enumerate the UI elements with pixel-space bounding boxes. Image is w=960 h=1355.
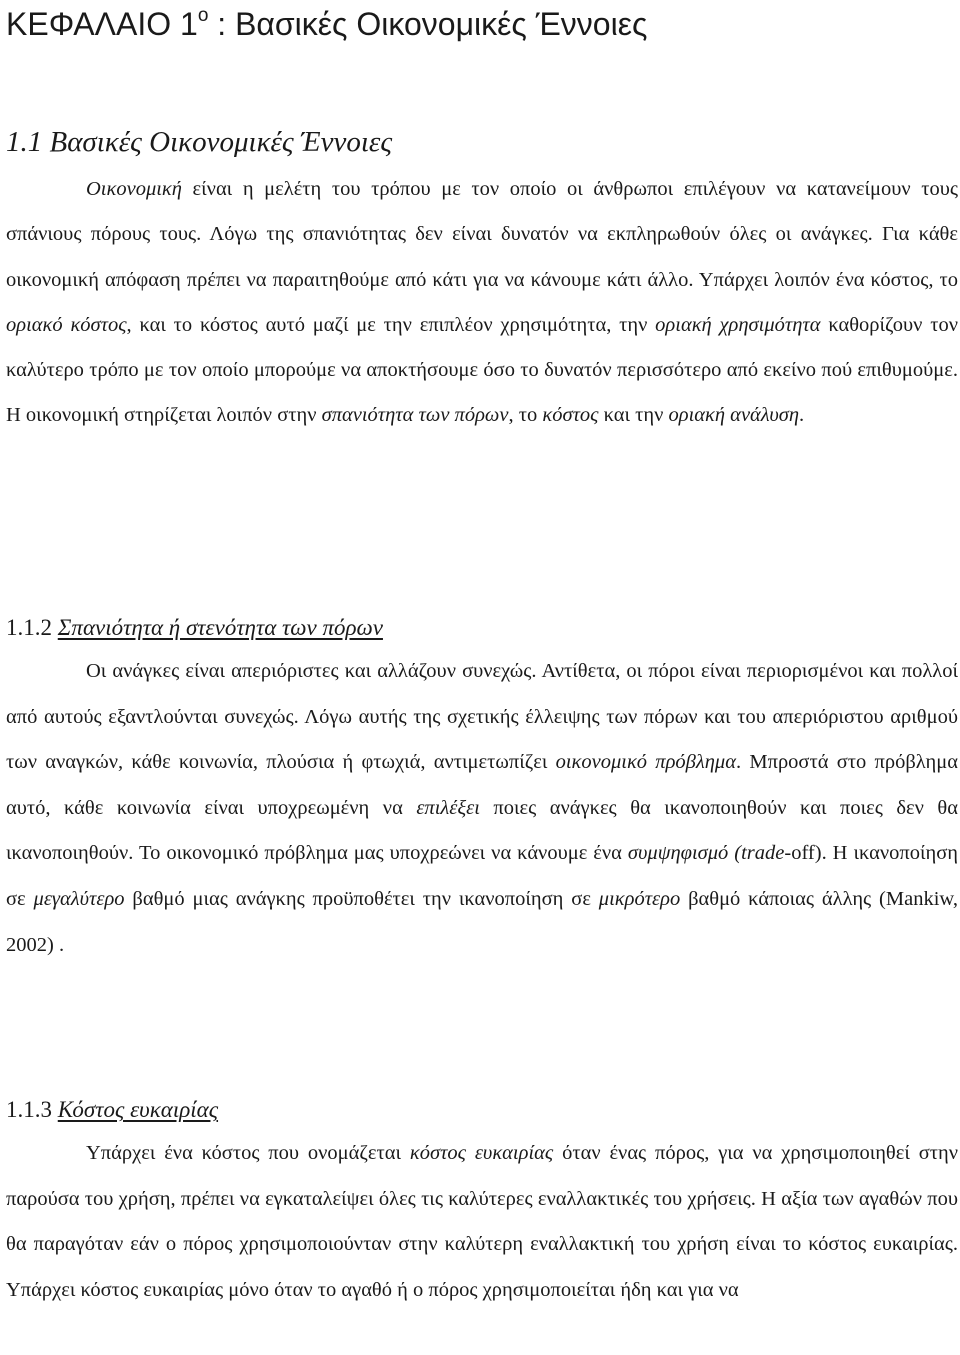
term-economic-problem: οικονομικό πρόβλημα [555, 751, 736, 774]
section-1-1-title: 1.1 Βασικές Οικονομικές Έννοιες [6, 126, 393, 158]
text-run: , και το κόστος αυτό μαζί με την επιπλέον χρησιμότητα, την [126, 313, 656, 336]
term-marginal-utility: οριακή χρησιμότητα [655, 313, 821, 336]
text-run: . Μπροστά στο πρόβλημα αυτό, κάθε κοινωνία είναι υποχρεωμένη να [6, 751, 958, 819]
text-run: και την [598, 404, 669, 427]
text-run: Υπάρχει ένα κόστος που ονομάζεται [86, 1142, 410, 1164]
term-smaller: μικρότερο [598, 887, 681, 910]
text-run: βαθμό κάποιας άλλης (Mankiw, 2002) . [6, 887, 958, 956]
term-opportunity-cost: κόστος ευκαιρίας [409, 1142, 554, 1164]
chapter-title [6, 2, 956, 46]
text-run: . [799, 404, 805, 427]
section-1-1-2-number: 1.1.2 [6, 615, 58, 640]
text-run: , το [508, 404, 543, 427]
section-1-1-2-title [6, 613, 956, 643]
term-greater: μεγαλύτερο [33, 887, 125, 910]
term-scarcity-of-resources: σπανιότητα των πόρων [321, 404, 509, 427]
term-economics: Οικονομική [86, 178, 182, 200]
term-trade-off: συμψηφισμό (trade [627, 842, 785, 865]
section-1-1-3-number: 1.1.3 [6, 1097, 58, 1122]
section-1-1-2-paragraph [6, 649, 958, 968]
term-marginal-analysis: οριακή ανάλυση [668, 404, 800, 427]
term-cost: κόστος [542, 404, 599, 427]
text-run: όταν ένας πόρος, για να χρησιμοποιηθεί στην παρούσα του χρήση, πρέπει να εγκαταλείψει όλες τις καλύτερες εναλλακτικές του χρήσεις. Η αξία των αγαθών που θα παραγόταν εάν ο πόρος χρησιμοποιούνταν στην καλύτερη εναλλακτική του χρήση είναι το κόστος ευκαιρίας. Υπάρχει κόστος ευκαιρίας μόνο όταν το αγαθό ή ο πόρος χρησιμοποιείται ήδη και για να [6, 1142, 959, 1301]
term-choose: επιλέξει [416, 796, 480, 819]
section-1-1-3-title [6, 1095, 956, 1125]
text-run: Οι ανάγκες είναι απεριόριστες και αλλάζουν συνεχώς. Αντίθετα, οι πόροι είναι περιορισμένοι και πολλοί από αυτούς εξαντλούνται συνεχώς. Λόγω αυτής της σχετικής έλλειψης των πόρων και του απεριόριστου αριθμού των αναγκών, κάθε κοινωνία, πλούσια ή φτωχιά, αντιμετωπίζει [6, 660, 958, 774]
section-1-1-2-heading: Σπανιότητα ή στενότητα των πόρων [57, 615, 383, 640]
text-run: βαθμό μιας ανάγκης προϋποθέτει την ικανοποίηση σε [124, 887, 599, 910]
chapter-label: ΚΕΦΑΛΑΙΟ 1 [6, 6, 198, 42]
chapter-subtitle: : Βασικές Οικονομικές Έννοιες [208, 6, 648, 42]
text-run: καθορίζουν τον καλύτερο τρόπο με τον οποίο μπορούμε να αποκτήσουμε όσο το δυνατόν περισσότερο από εκείνο πού επιθυμούμε. Η οικονομική στηρίζεται λοιπόν στην [6, 313, 958, 427]
section-1-1-3-paragraph [6, 1131, 958, 1313]
section-1-1-paragraph [6, 167, 958, 439]
text-run: ποιες ανάγκες θα ικανοποιηθούν και ποιες δεν θα ικανοποιηθούν. Το οικονομικό πρόβλημα μας υποχρεώνει να κάνουμε ένα [6, 796, 958, 865]
term-marginal-cost: οριακό κόστος [6, 313, 127, 336]
section-1-1-3-heading: Κόστος ευκαιρίας [57, 1097, 219, 1122]
text-run: -off). Η ικανοποίηση σε [6, 842, 958, 910]
chapter-superscript: ο [197, 5, 209, 26]
text-run: είναι η μελέτη του τρόπου με τον οποίο οι άνθρωποι επιλέγουν να κατανείμουν τους σπάνιους πόρους τους. Λόγω της σπανιότητας δεν είναι δυνατόν να εκπληρωθούν όλες οι ανάγκες. Για κάθε οικονομική απόφαση πρέπει να παραιτηθούμε από κάτι για να κάνουμε κάτι άλλο. Υπάρχει λοιπόν ένα κόστος, το [6, 178, 958, 291]
